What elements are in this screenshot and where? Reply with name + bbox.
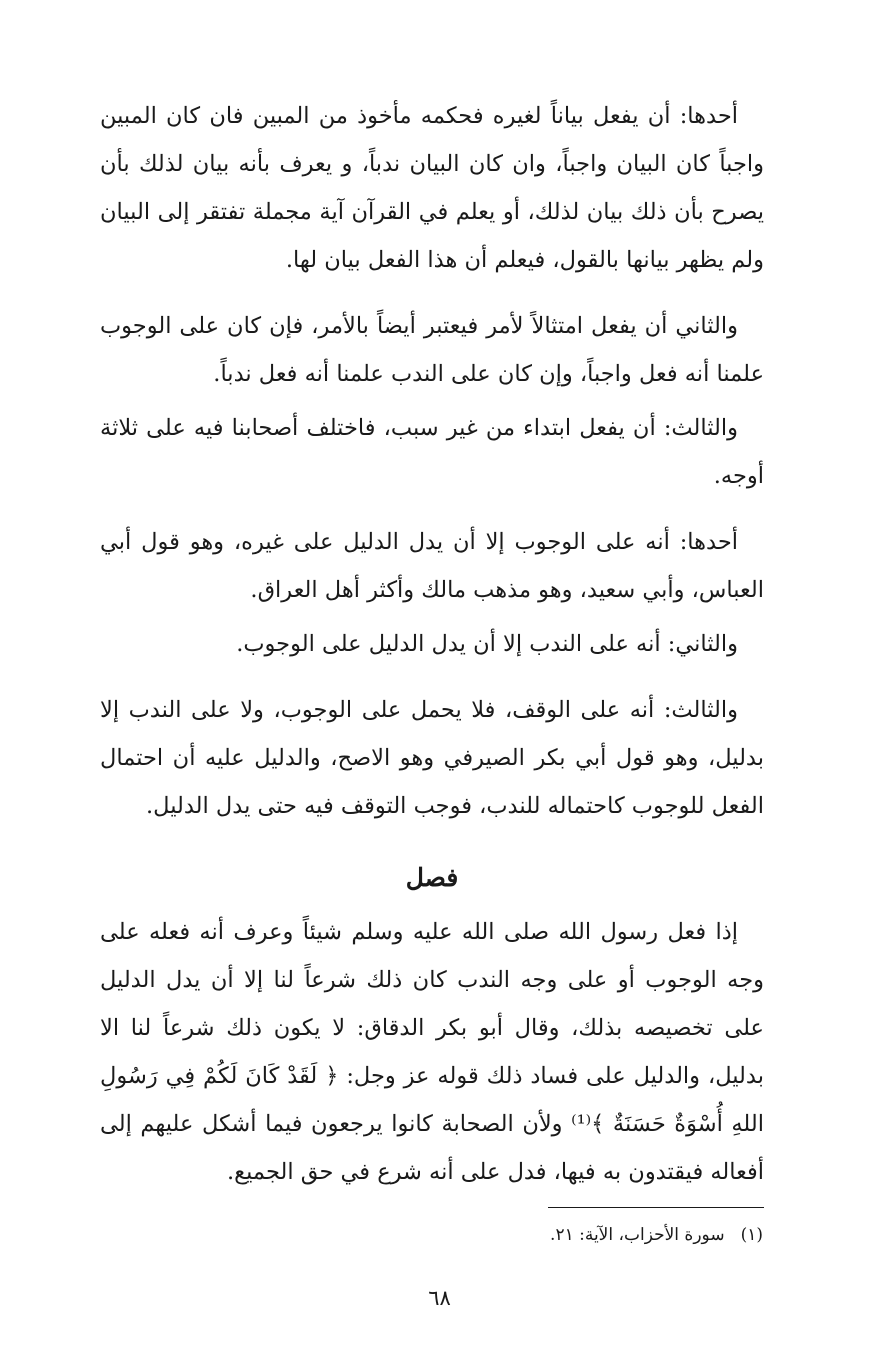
footnote-divider bbox=[548, 1207, 764, 1208]
footnote-marker: (١) bbox=[740, 1225, 763, 1245]
section-heading: فصل bbox=[405, 863, 459, 892]
paragraph-first-way: أحدها: أن يفعل بياناً لغيره فحكمه مأخوذ من المبين فان كان المبين واجباً كان البيان واجباً، وان كان البيان ندباً، و يعرف بأنه بيان لذلك بأن يصرح بأن ذلك بيان لذلك، أو يعلم في القرآن آية مجملة تفتقر إلى البيان ولم يظهر بيانها بالقول، فيعلم أن هذا الفعل بيان لها. bbox=[100, 103, 764, 273]
paragraph-opinion-three: والثالث: أنه على الوقف، فلا يحمل على الوجوب، ولا على الندب إلا بدليل، وهو قول أبي بكر الصيرفي وهو الاصح، والدليل عليه أن احتمال الفعل للوجوب كاحتماله للندب، فوجب التوقف فيه حتى يدل الدليل. bbox=[100, 697, 764, 819]
paragraph-third-way: والثالث: أن يفعل ابتداء من غير سبب، فاختلف أصحابنا فيه على ثلاثة أوجه. bbox=[100, 415, 764, 489]
page-body bbox=[100, 92, 764, 1196]
paragraph-opinion-two: والثاني: أنه على الندب إلا أن يدل الدليل على الوجوب. bbox=[236, 631, 738, 657]
paragraph-opinion-one: أحدها: أنه على الوجوب إلا أن يدل الدليل على غيره، وهو قول أبي العباس، وأبي سعيد، وهو مذهب مالك وأكثر أهل العراق. bbox=[100, 529, 764, 603]
footnote bbox=[550, 1220, 763, 1250]
paragraph-second-way: والثاني أن يفعل امتثالاً لأمر فيعتبر أيضاً بالأمر، فإن كان على الوجوب علمنا أنه فعل واجباً، وإن كان على الندب علمنا أنه فعل ندباً. bbox=[100, 313, 764, 387]
page-number: ٦٨ bbox=[428, 1286, 451, 1310]
footnote-text: سورة الأحزاب، الآية: ٢١. bbox=[550, 1225, 725, 1245]
section-paragraph: إذا فعل رسول الله صلى الله عليه وسلم شيئاً وعرف أنه فعله على وجه الوجوب أو على وجه الندب كان ذلك شرعاً لنا إلا أن يدل الدليل على تخصيصه بذلك، وقال أبو بكر الدقاق: لا يكون ذلك شرعاً لنا الا بدليل، والدليل على فساد ذلك قوله عز وجل: ﴿ لَقَدْ كَانَ لَكُمْ فِي رَسُولِ اللهِ أُسْوَةٌ حَسَنَةٌ ﴾⁽¹⁾ ولأن الصحابة كانوا يرجعون فيما أشكل عليهم إلى أفعاله فيقتدون به فيها، فدل على أنه شرع في حق الجميع. bbox=[100, 919, 764, 1185]
